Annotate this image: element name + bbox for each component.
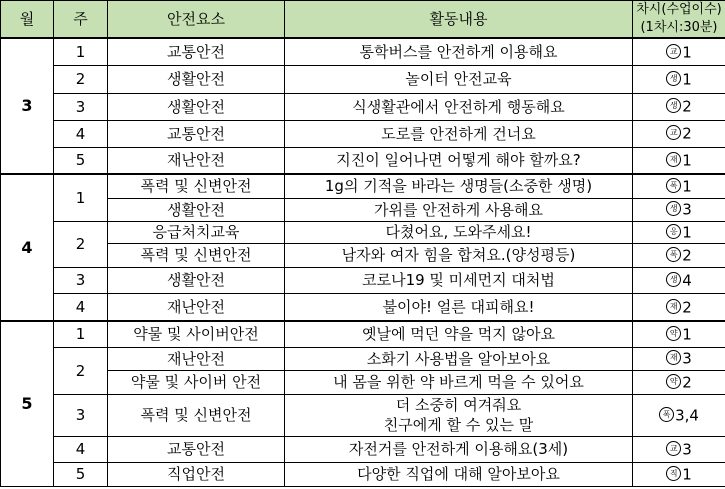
session-cell [633,38,725,65]
session-count: 1 [682,70,692,89]
table-row [1,120,725,147]
activity-cell: 소화기 사용법을 알아보아요 [285,347,633,370]
session-cell [633,93,725,120]
session-count: 2 [682,373,692,392]
session-cell [633,65,725,93]
table-row [1,38,725,65]
activity-cell: 코로나19 및 미세먼지 대처법 [285,267,633,293]
header-session [633,1,725,39]
header-row [1,1,725,39]
session-badge-icon: 폭 [666,247,681,262]
table-row [1,198,725,221]
safety-element-cell: 폭력 및 신변안전 [108,243,285,267]
week-cell: 4 [54,436,108,462]
table-row [1,347,725,370]
safety-element-cell: 재난안전 [108,347,285,370]
activity-cell: 남자와 여자 힘을 합쳐요.(양성평등) [285,243,633,267]
month-cell: 4 [1,174,54,321]
activity-cell: 다쳤어요, 도와주세요! [285,221,633,243]
month-cell: 5 [1,321,54,486]
session-cell [633,370,725,394]
session-badge-icon: 생 [666,98,681,113]
safety-element-cell: 폭력 및 신변안전 [108,394,285,436]
session-cell [633,243,725,267]
safety-element-cell: 생활안전 [108,267,285,293]
session-badge-icon: 폭 [666,178,681,193]
session-count: 2 [682,246,692,265]
table-row [1,65,725,93]
week-cell: 3 [54,93,108,120]
table-row [1,174,725,198]
table-row [1,93,725,120]
session-cell [633,221,725,243]
table-row [1,147,725,174]
week-cell: 5 [54,147,108,174]
session-badge-icon: 생 [666,272,681,287]
header-month: 월 [1,1,54,39]
activity-line: 친구에게 할 수 있는 말 [383,416,534,434]
session-cell [633,394,725,436]
session-cell [633,267,725,293]
header-session-line1: 차시(수업이수) [636,2,722,17]
table-row [1,370,725,394]
header-session-line2: (1차시:30분) [640,20,718,35]
safety-element-cell: 폭력 및 신변안전 [108,174,285,198]
safety-element-cell: 교통안전 [108,120,285,147]
week-cell: 4 [54,120,108,147]
activity-cell: 옛날에 먹던 약을 먹지 않아요 [285,321,633,347]
week-cell: 1 [54,321,108,347]
week-cell: 2 [54,65,108,93]
safety-element-cell: 생활안전 [108,93,285,120]
session-badge-icon: 재 [666,350,681,365]
session-cell [633,347,725,370]
session-count: 3 [682,349,692,368]
session-cell [633,321,725,347]
safety-element-cell: 직업안전 [108,462,285,486]
session-cell [633,198,725,221]
safety-element-cell: 응급처치교육 [108,221,285,243]
activity-line: 더 소중히 여겨줘요 [395,396,522,414]
table-row [1,436,725,462]
safety-element-cell: 생활안전 [108,198,285,221]
table-row [1,243,725,267]
session-badge-icon: 약 [666,374,681,389]
activity-cell [285,394,633,436]
activity-cell: 놀이터 안전교육 [285,65,633,93]
session-count: 3 [682,200,692,219]
table-row [1,394,725,436]
activity-cell: 지진이 일어나면 어떻게 해야 할까요? [285,147,633,174]
session-count: 1 [682,223,692,242]
table-row [1,462,725,486]
session-count: 3 [682,440,692,459]
session-count: 1 [682,177,692,196]
session-cell [633,293,725,321]
activity-cell: 가위를 안전하게 사용해요 [285,198,633,221]
session-count: 4 [682,271,692,290]
safety-element-cell: 교통안전 [108,38,285,65]
session-count: 2 [682,97,692,116]
activity-cell: 통학버스를 안전하게 이용해요 [285,38,633,65]
week-cell: 3 [54,267,108,293]
week-cell: 2 [54,347,108,394]
week-cell: 4 [54,293,108,321]
week-cell: 1 [54,174,108,221]
activity-cell: 식생활관에서 안전하게 행동해요 [285,93,633,120]
header-week: 주 [54,1,108,39]
week-cell: 2 [54,221,108,267]
header-safety-element: 안전요소 [108,1,285,39]
session-badge-icon: 응 [666,224,681,239]
session-badge-icon: 직 [666,466,681,481]
session-count: 3,4 [675,406,699,425]
session-badge-icon: 교 [666,44,681,59]
session-count: 2 [682,298,692,316]
session-badge-icon: 폭 [659,407,674,422]
activity-cell: 불이야! 얼른 대피해요! [285,293,633,321]
session-count: 2 [682,124,692,143]
week-cell: 5 [54,462,108,486]
safety-element-cell: 생활안전 [108,65,285,93]
session-count: 1 [682,325,692,344]
session-badge-icon: 교 [666,441,681,456]
session-count: 1 [682,43,692,61]
activity-cell: 내 몸을 위한 약 바르게 먹을 수 있어요 [285,370,633,394]
week-cell: 3 [54,394,108,436]
table-row [1,221,725,243]
header-activity: 활동내용 [285,1,633,39]
activity-cell: 1g의 기적을 바라는 생명들(소중한 생명) [285,174,633,198]
activity-cell: 다양한 직업에 대해 알아보아요 [285,462,633,486]
session-cell [633,147,725,174]
session-cell [633,436,725,462]
safety-element-cell: 약물 및 사이버 안전 [108,370,285,394]
week-cell: 1 [54,38,108,65]
session-count: 1 [682,151,692,170]
session-badge-icon: 약 [666,326,681,341]
session-count: 1 [682,465,692,484]
session-badge-icon: 재 [666,299,681,314]
activity-cell: 도로를 안전하게 건너요 [285,120,633,147]
activity-cell: 자전거를 안전하게 이용해요(3세) [285,436,633,462]
safety-element-cell: 약물 및 사이버안전 [108,321,285,347]
table-row [1,267,725,293]
session-badge-icon: 교 [666,125,681,140]
session-cell [633,462,725,486]
month-cell: 3 [1,38,54,174]
safety-element-cell: 재난안전 [108,147,285,174]
session-badge-icon: 재 [666,152,681,167]
safety-element-cell: 교통안전 [108,436,285,462]
safety-element-cell: 재난안전 [108,293,285,321]
table-row [1,293,725,321]
session-cell [633,120,725,147]
table-row [1,321,725,347]
session-badge-icon: 생 [666,71,681,86]
session-badge-icon: 생 [666,201,681,216]
session-cell [633,174,725,198]
